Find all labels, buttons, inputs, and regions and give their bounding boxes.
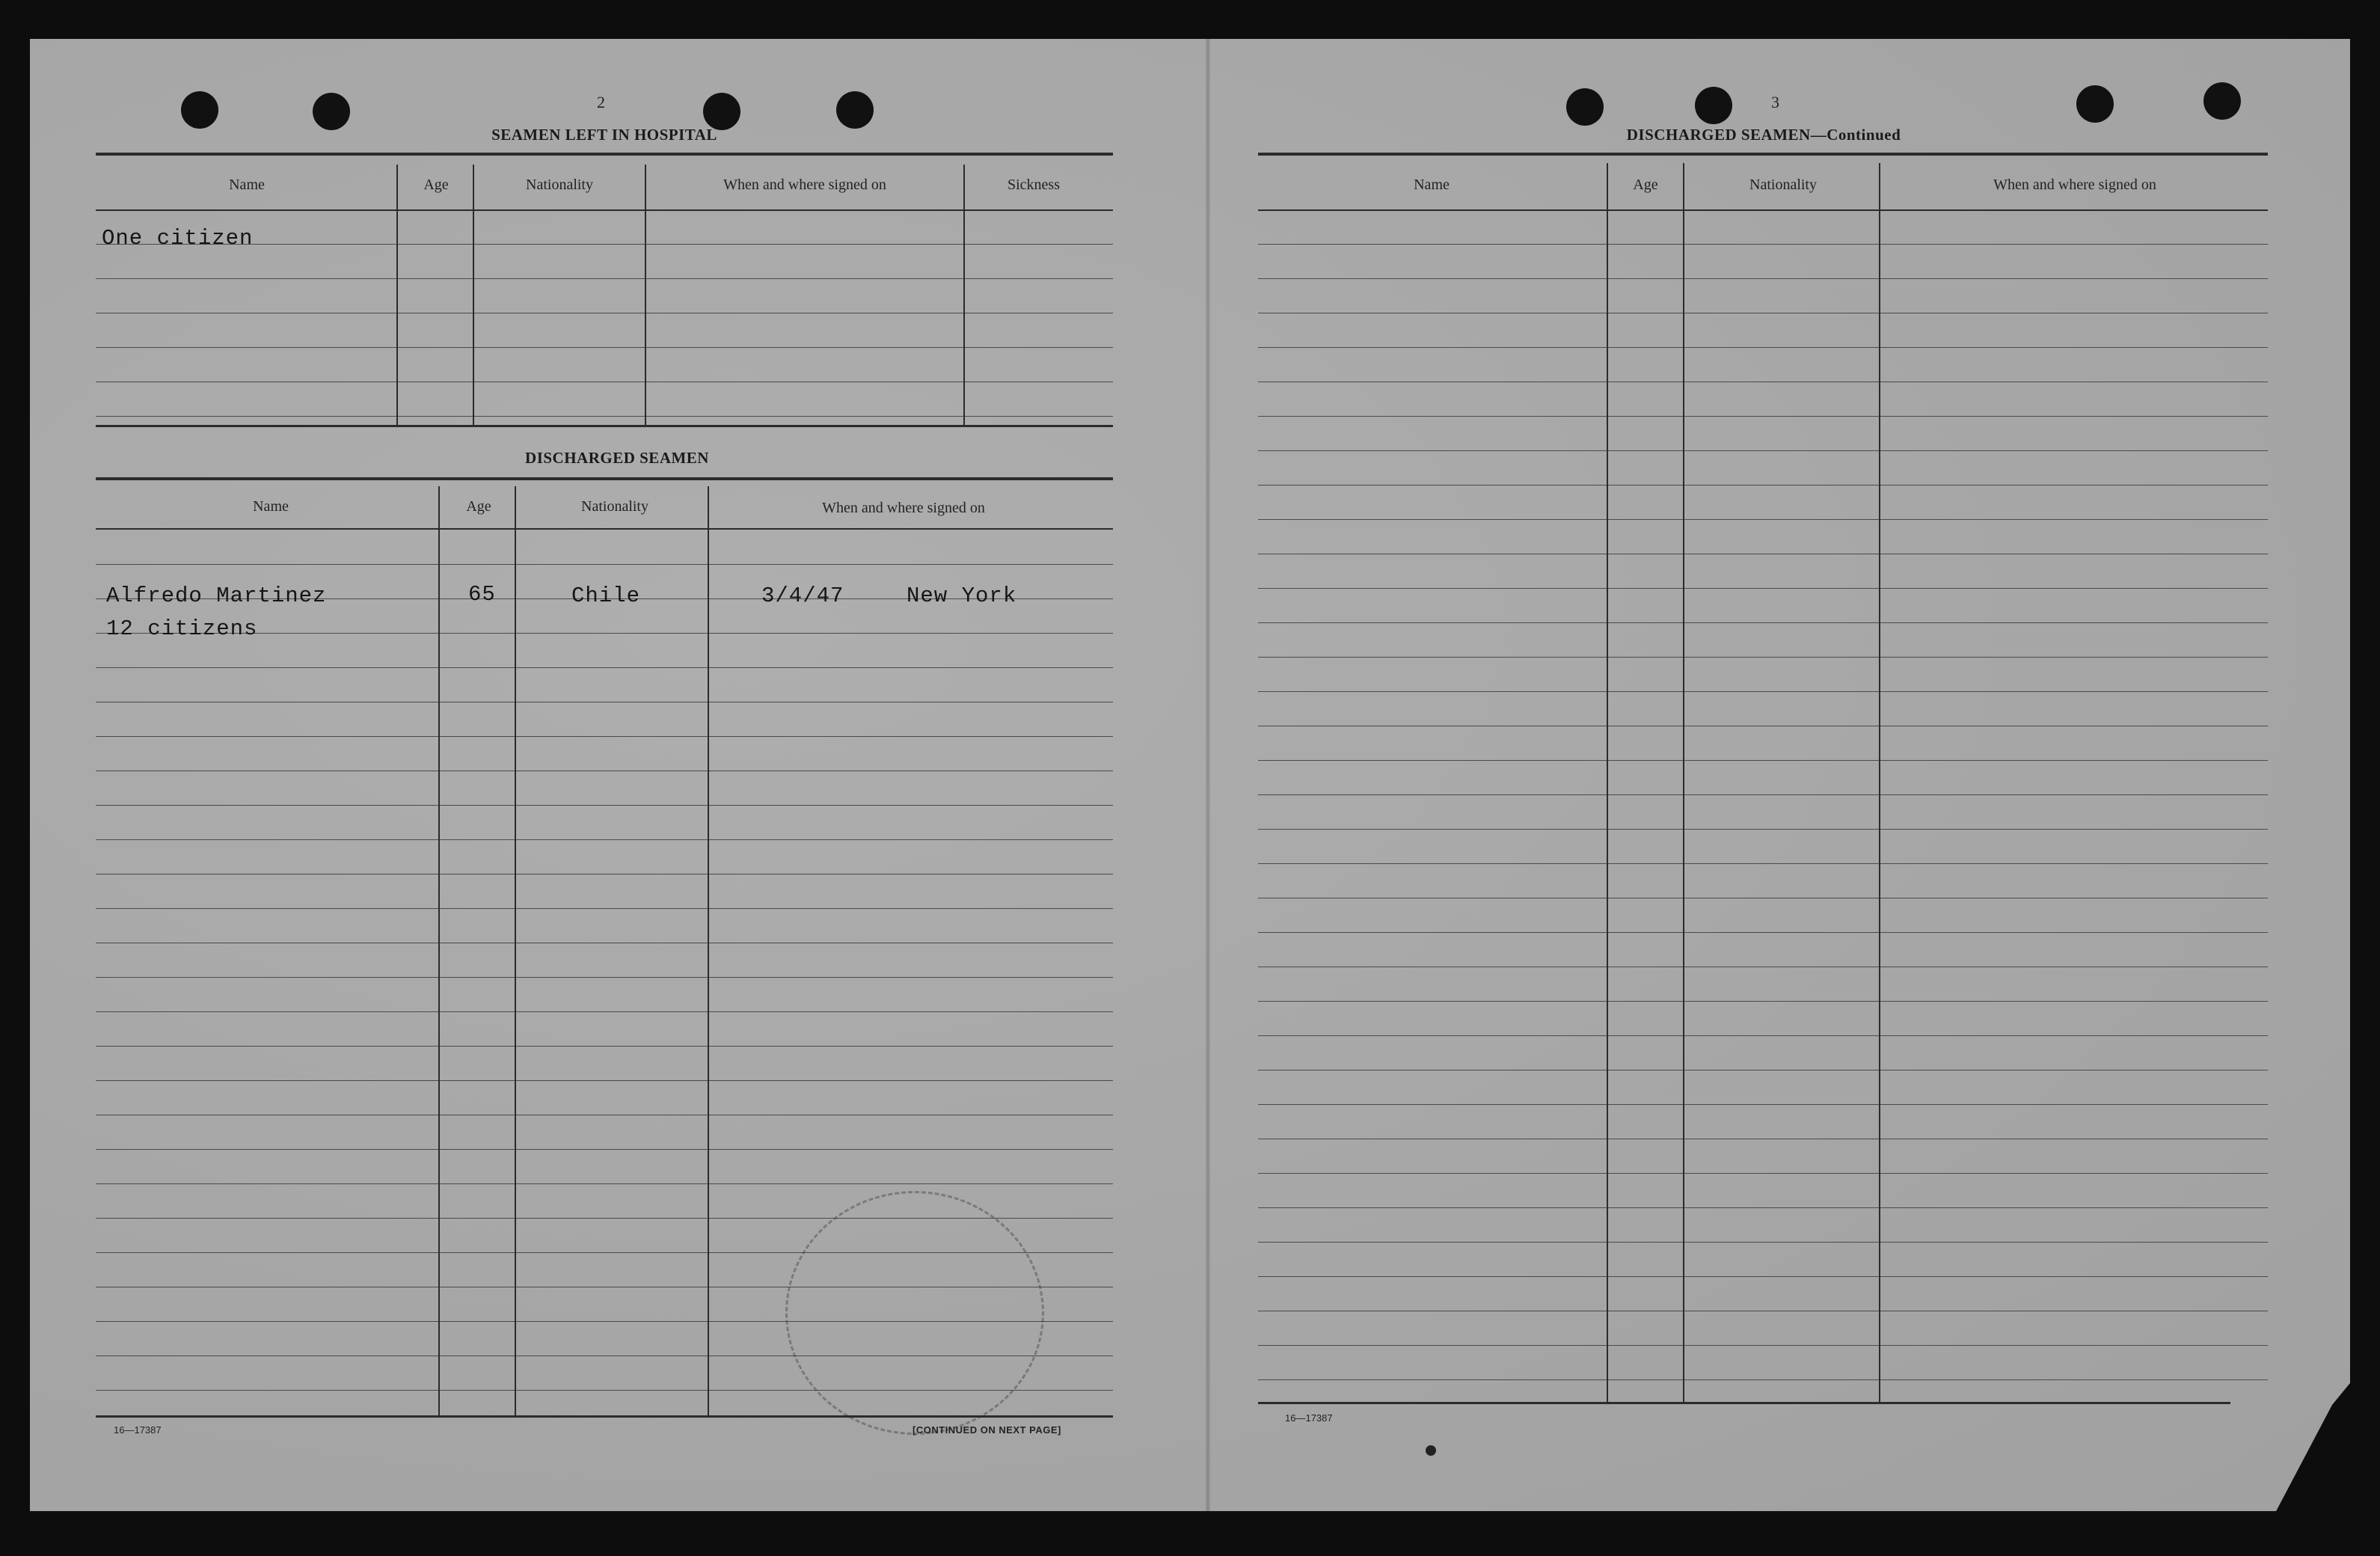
punch-hole (703, 93, 740, 130)
row-line (96, 278, 1113, 279)
continued-note: [CONTINUED ON NEXT PAGE] (913, 1424, 1061, 1436)
discharged-entry-place: New York (907, 584, 1017, 608)
column-header-name: Name (229, 177, 265, 193)
row-line (1258, 1104, 2268, 1105)
discharged-entry-date: 3/4/47 (761, 584, 844, 608)
row-line (96, 416, 1113, 417)
column-header-age: Age (423, 177, 449, 193)
row-line (96, 1080, 1113, 1081)
column-header-when-where: When and where signed on (723, 177, 886, 193)
row-line (1258, 588, 2268, 589)
discharged-entry-age: 65 (468, 582, 496, 607)
discharged-section-title: DISCHARGED SEAMEN (525, 449, 709, 467)
continued-bottom-rule (1258, 1402, 2230, 1404)
punch-hole (2076, 85, 2114, 123)
row-line (96, 564, 1113, 565)
hospital-section-title: SEAMEN LEFT IN HOSPITAL (491, 126, 717, 144)
punch-hole (181, 91, 218, 129)
page-number: 3 (1771, 93, 1779, 111)
discharged-col-divider (708, 486, 709, 1417)
row-line (1258, 829, 2268, 830)
row-line (1258, 657, 2268, 658)
discharged-header-rule (96, 528, 1113, 530)
row-line (1258, 691, 2268, 692)
hospital-col-divider (645, 165, 646, 426)
row-line (96, 977, 1113, 978)
continued-col-divider (1607, 163, 1608, 1403)
row-line (1258, 1001, 2268, 1002)
column-header-nationality: Nationality (526, 177, 593, 193)
punch-hole (2203, 82, 2241, 120)
row-line (96, 667, 1113, 668)
row-line (96, 736, 1113, 737)
row-line (1258, 794, 2268, 795)
row-line (1258, 1173, 2268, 1174)
column-header-when-where: When and where signed on (1993, 177, 2156, 193)
punch-hole (1566, 88, 1604, 126)
row-line (1258, 1345, 2268, 1346)
discharged-entry-name: Alfredo Martinez (106, 584, 327, 608)
column-header-sickness: Sickness (1007, 177, 1060, 193)
column-header-nationality: Nationality (1749, 177, 1817, 193)
hospital-top-rule (96, 153, 1113, 156)
row-line (1258, 416, 2268, 417)
column-header-name: Name (1414, 177, 1450, 193)
row-line (96, 1046, 1113, 1047)
column-header-age: Age (1633, 177, 1658, 193)
row-line (96, 874, 1113, 875)
hospital-col-divider (963, 165, 965, 426)
punch-hole (313, 93, 350, 130)
hospital-header-rule (96, 209, 1113, 211)
row-line (1258, 244, 2268, 245)
hospital-bottom-rule (96, 425, 1113, 427)
hospital-entry-name: One citizen (102, 226, 254, 251)
row-line (1258, 1242, 2268, 1243)
discharged-col-divider (515, 486, 516, 1417)
discharged-entry-nationality: Chile (571, 584, 641, 608)
discharged-entry-name: 12 citizens (106, 616, 258, 641)
form-number: 16—17387 (1285, 1412, 1333, 1424)
row-line (96, 1011, 1113, 1012)
row-line (1258, 278, 2268, 279)
column-header-name: Name (253, 498, 289, 515)
punch-hole (1695, 87, 1732, 124)
row-line (1258, 1379, 2268, 1380)
row-line (1258, 1207, 2268, 1208)
row-line (96, 347, 1113, 348)
row-line (96, 1183, 1113, 1184)
form-number: 16—17387 (114, 1424, 162, 1436)
row-line (1258, 519, 2268, 520)
discharged-top-rule (96, 477, 1113, 480)
row-line (1258, 863, 2268, 864)
discharged-continued-title-main: DISCHARGED SEAMEN (1626, 126, 1811, 144)
row-line (1258, 347, 2268, 348)
column-header-nationality: Nationality (581, 498, 648, 515)
page-number: 2 (597, 93, 605, 111)
discharged-continued-title (1627, 126, 1901, 144)
continued-col-divider (1683, 163, 1684, 1403)
discharged-continued-suffix: —Continued (1810, 126, 1901, 144)
row-line (96, 1149, 1113, 1150)
discharged-col-divider (438, 486, 440, 1417)
page-corner-curl (2260, 1347, 2380, 1541)
row-line (1258, 450, 2268, 451)
row-line (1258, 760, 2268, 761)
continued-header-rule (1258, 209, 2268, 211)
row-line (96, 805, 1113, 806)
faded-stamp (785, 1191, 1044, 1435)
continued-top-rule (1258, 153, 2268, 156)
row-line (1258, 622, 2268, 623)
row-line (1258, 1276, 2268, 1277)
row-line (1258, 485, 2268, 486)
punch-hole (836, 91, 874, 129)
column-header-age: Age (466, 498, 491, 515)
column-header-when-where: When and where signed on (822, 500, 985, 516)
continued-col-divider (1879, 163, 1880, 1403)
row-line (1258, 932, 2268, 933)
small-hole (1426, 1445, 1436, 1456)
hospital-col-divider (396, 165, 398, 426)
row-line (96, 908, 1113, 909)
hospital-col-divider (473, 165, 474, 426)
row-line (96, 839, 1113, 840)
document-sheet (30, 39, 2350, 1511)
page-fold (1206, 39, 1210, 1511)
row-line (1258, 1035, 2268, 1036)
